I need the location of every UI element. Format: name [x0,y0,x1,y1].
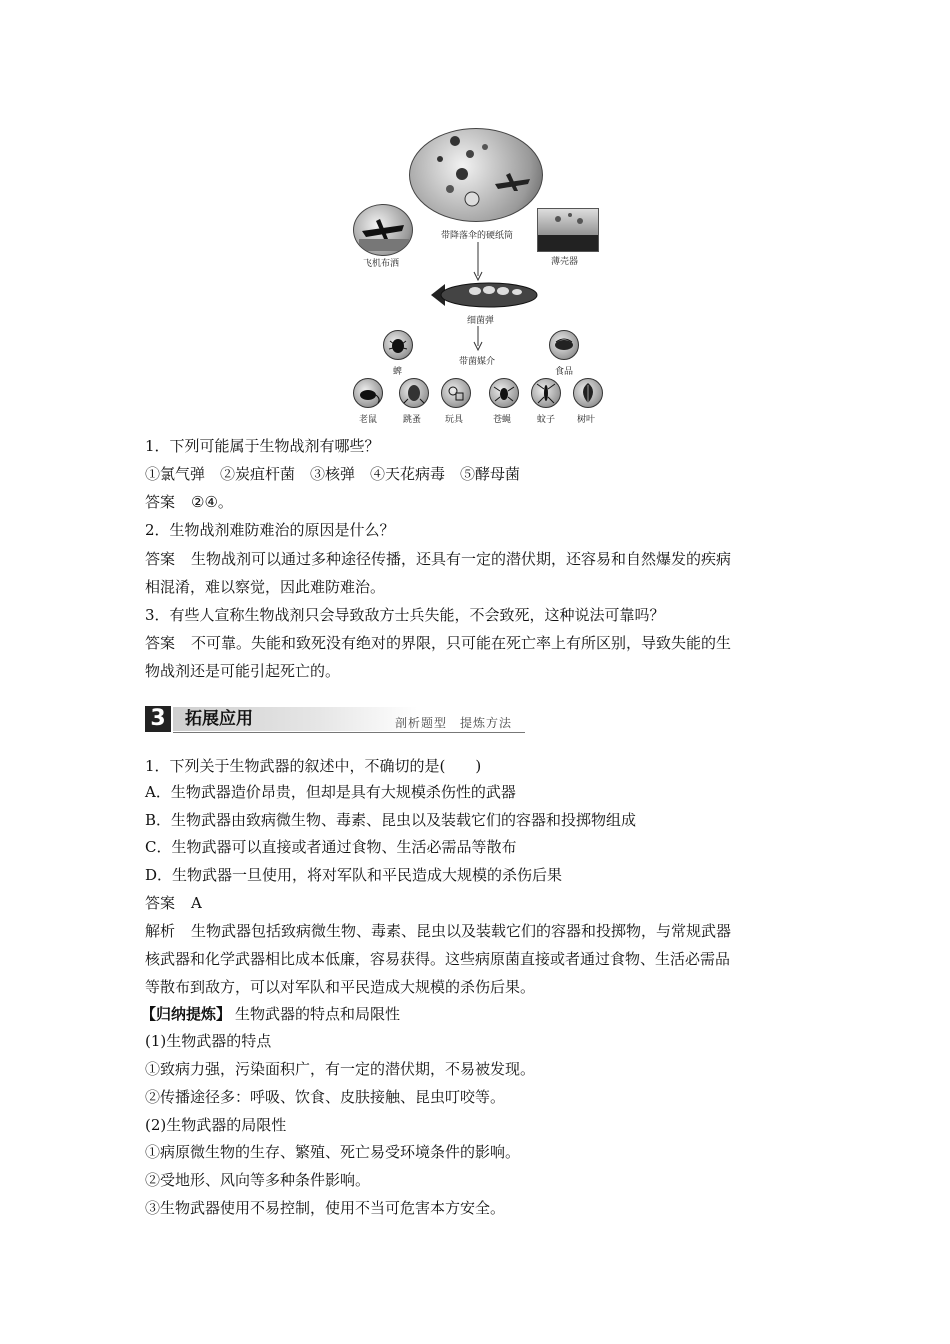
bioweapon-delivery-figure [345,128,615,428]
label-paper-tube: 带降落伞的硬纸筒 [441,231,514,241]
summary-p2: ②传播途径多：呼吸、饮食、皮肤接触、昆虫叮咬等。 [145,1088,506,1106]
answer-label: 答案 [145,493,176,511]
label-rat: 老鼠 [359,415,378,425]
label-tick: 蜱 [393,367,403,377]
answer-label: 答案 [145,634,176,652]
section-number: 3 [145,706,171,732]
question-3-answer [145,633,731,653]
label-thin-shell: 薄壳器 [551,257,579,267]
option-a: A．生物武器造价昂贵，但却是具有大规模杀伤性的武器 [145,783,516,801]
summary-p3: ①病原微生物的生存、繁殖、死亡易受环境条件的影响。 [145,1143,521,1161]
exercise-answer [145,893,202,913]
plane-spray-image [353,204,413,256]
summary-title: 生物武器的特点和局限性 [235,1005,401,1023]
summary-heading [141,1004,400,1024]
airplane-icon [354,205,412,255]
summary-p4: ②受地形、风向等多种条件影响。 [145,1171,371,1189]
answer-label: 答案 [145,894,176,912]
label-bomb: 细菌弹 [467,316,495,326]
arrow-down-icon [473,326,483,352]
question-1: 1．下列可能属于生物战剂有哪些？ [145,437,380,455]
label-mosquito: 蚊子 [537,415,556,425]
summary-h2: (2)生物武器的局限性 [145,1116,287,1134]
parachute-icon [410,129,542,221]
toy-icon [441,378,471,408]
summary-tag: 【归纳提炼】 [141,1005,232,1023]
summary-p5: ③生物武器使用不易控制，使用不当可危害本方安全。 [145,1199,506,1217]
section-title: 拓展应用 [185,709,253,729]
answer-label: 答案 [145,550,176,568]
question-3-answer-cont: 物战剂还是可能引起死亡的。 [145,662,341,680]
label-plane-spray: 飞机布洒 [363,259,400,269]
label-fly: 苍蝇 [493,415,512,425]
section-divider [173,732,525,733]
question-1-options: ①氯气弹 ②炭疽杆菌 ③核弹 ④天花病毒 ⑤酵母菌 [145,465,521,483]
question-3: 3．有些人宣称生物战剂只会导致敌方士兵失能，不会致死，这种说法可靠吗？ [145,606,665,624]
summary-h1: (1)生物武器的特点 [145,1032,272,1050]
exercise-analysis-cont-2: 等散布到敌方，可以对军队和平民造成大规模的杀伤后果。 [145,978,536,996]
answer-text: ②④。 [191,493,233,511]
fly-icon [489,378,519,408]
answer-text: A [191,894,202,912]
question-2-answer-cont: 相混淆，难以察觉，因此难防难治。 [145,578,386,596]
question-2-answer [145,549,731,569]
option-b: B．生物武器由致病微生物、毒素、昆虫以及装载它们的容器和投掷物组成 [145,811,637,829]
arrow-down-icon [473,242,483,282]
option-c: C．生物武器可以直接或者通过食物、生活必需品等散布 [145,838,517,856]
label-food: 食品 [555,367,574,377]
food-icon [549,330,579,360]
flea-icon [399,378,429,408]
summary-p1: ①致病力强，污染面积广，有一定的潜伏期，不易被发现。 [145,1060,536,1078]
label-carrier: 带菌媒介 [459,357,496,367]
exercise-analysis [145,921,731,941]
analysis-label: 解析 [145,922,176,940]
mosquito-icon [531,378,561,408]
parachute-drop-image [409,128,543,222]
rat-icon [353,378,383,408]
analysis-text: 生物武器包括致病微生物、毒素、昆虫以及装载它们的容器和投掷物，与常规武器 [191,922,732,940]
label-flea: 跳蚤 [403,415,422,425]
tick-icon [383,330,413,360]
exercise-stem: 1．下列关于生物武器的叙述中，不确切的是( ) [145,757,482,775]
question-2: 2．生物战剂难防难治的原因是什么？ [145,521,395,539]
answer-text: 不可靠。失能和致死没有绝对的界限，只可能在死亡率上有所区别，导致失能的生 [191,634,732,652]
airplane-icon [495,173,530,191]
bomb-icon [423,278,543,312]
exercise-analysis-cont-1: 核武器和化学武器相比成本低廉，容易获得。这些病原菌直接或者通过食物、生活必需品 [145,950,731,968]
label-toy: 玩具 [445,415,464,425]
option-d: D．生物武器一旦使用，将对军队和平民造成大规模的杀伤后果 [145,866,563,884]
leaf-icon [573,378,603,408]
thin-shell-image [537,208,599,252]
question-1-answer [145,492,233,512]
section-header [145,706,525,734]
section-subtitle: 剖析题型 提炼方法 [395,716,513,730]
label-leaf: 树叶 [577,415,596,425]
answer-text: 生物战剂可以通过多种途径传播，还具有一定的潜伏期，还容易和自然爆发的疾病 [191,550,732,568]
